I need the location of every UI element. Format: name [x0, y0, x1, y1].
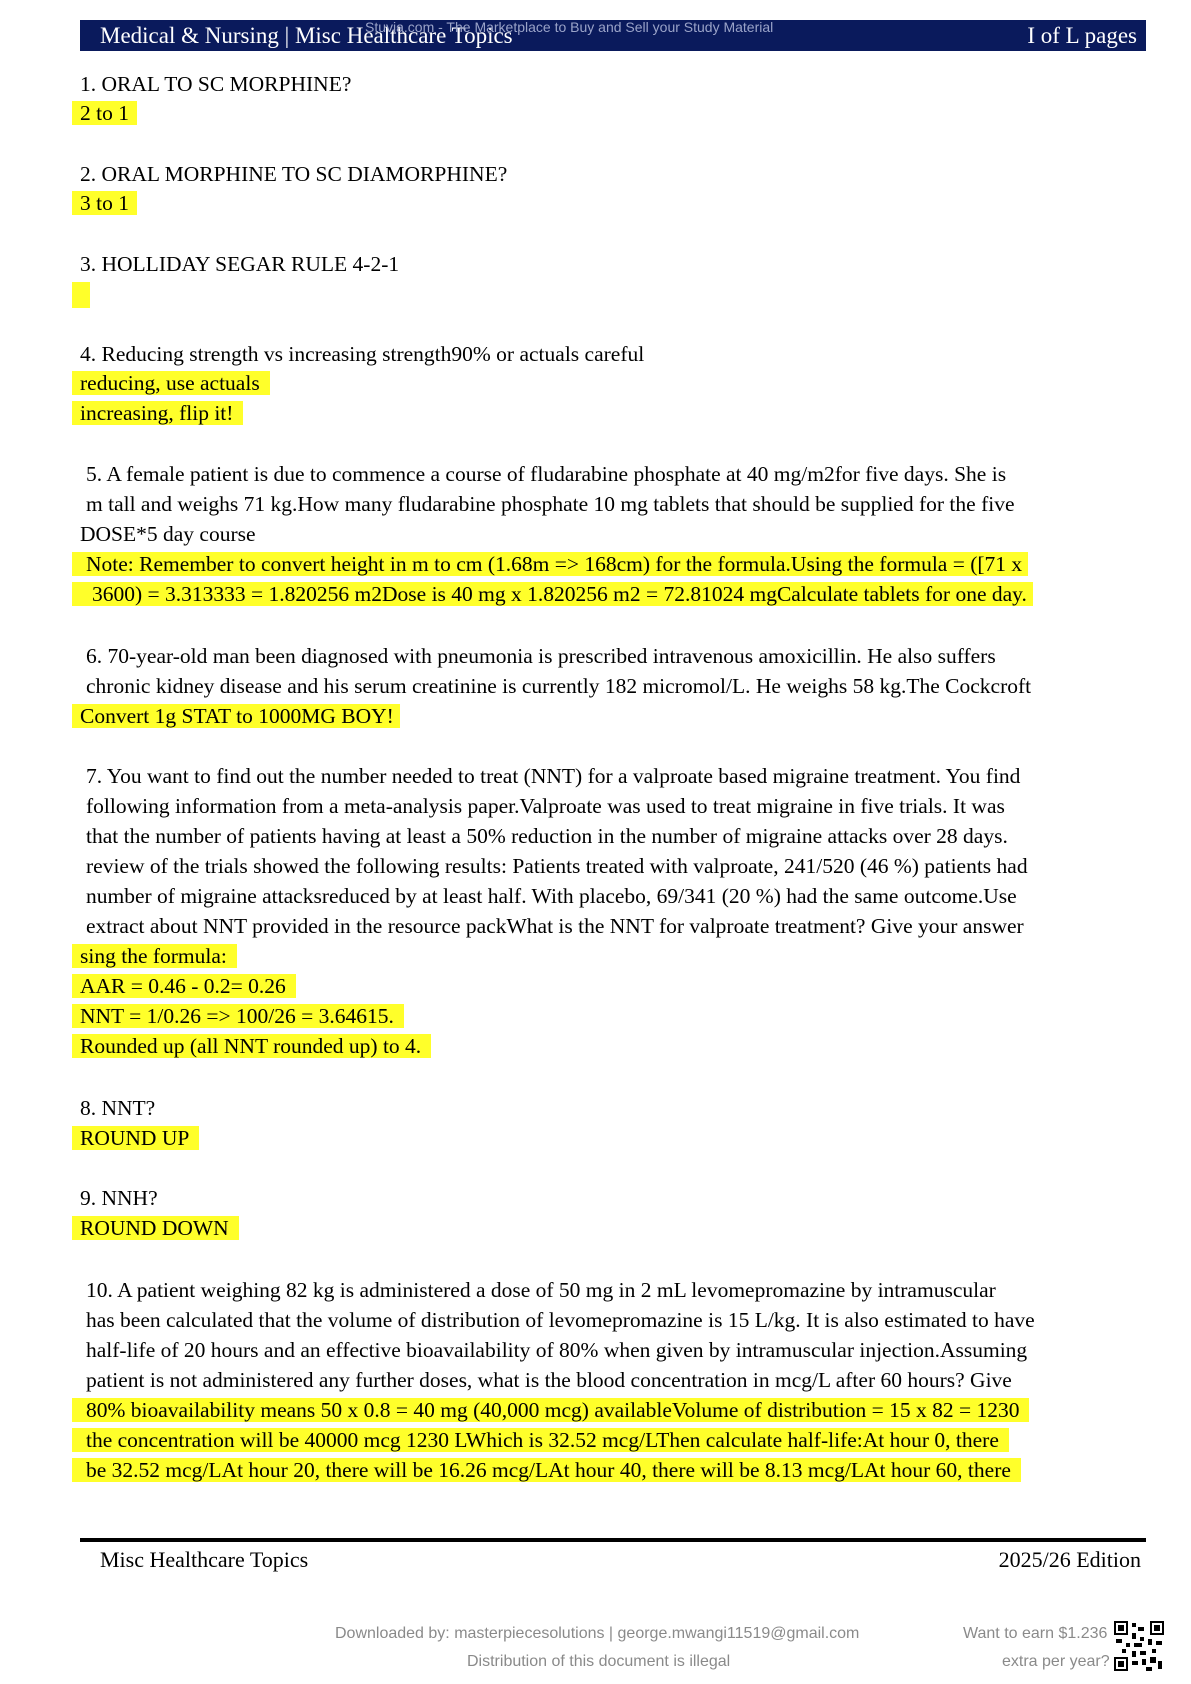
answer-4-text-1: reducing, use actuals: [72, 371, 270, 395]
question-4: 4. Reducing strength vs increasing strength90% or actuals careful: [80, 342, 645, 366]
answer-10-text-3: be 32.52 mcg/LAt hour 20, there will be 16.26 mcg/LAt hour 40, there will be 8.13 mcg/LAt hour 60, there: [72, 1458, 1021, 1482]
question-7-line-3: that the number of patients having at least a 50% reduction in the number of migraine attacks over 28 days.: [86, 824, 1008, 848]
answer-4-line-2: [72, 399, 243, 427]
footer-edition: 2025/26 Edition: [998, 1547, 1141, 1572]
answer-7-text-1: sing the formula:: [72, 944, 237, 968]
answer-7-text-3: NNT = 1/0.26 => 100/26 = 3.64615.: [72, 1004, 404, 1028]
answer-10-line-2: [72, 1426, 1009, 1454]
question-3: 3. HOLLIDAY SEGAR RULE 4-2-1: [80, 252, 400, 276]
answer-4-text-2: increasing, flip it!: [72, 401, 243, 425]
distribution-notice: Distribution of this document is illegal: [467, 1653, 731, 1670]
answer-7-line-4: [72, 1032, 431, 1060]
answer-7-text-4: Rounded up (all NNT rounded up) to 4.: [72, 1034, 431, 1058]
question-7-line-6: extract about NNT provided in the resource packWhat is the NNT for valproate treatment? Give your answer: [86, 914, 1024, 938]
answer-8: [72, 1124, 199, 1152]
question-10-line-1: 10. A patient weighing 82 kg is administered a dose of 50 mg in 2 mL levomepromazine by intramuscular: [86, 1278, 996, 1302]
answer-4-line-1: [72, 369, 270, 397]
qr-code-icon[interactable]: [1114, 1621, 1164, 1671]
question-1: 1. ORAL TO SC MORPHINE?: [80, 72, 352, 96]
question-9: 9. NNH?: [80, 1186, 158, 1210]
downloaded-by-notice: Downloaded by: masterpiecesolutions | george.mwangi11519@gmail.com: [335, 1625, 860, 1642]
watermark: Stuvia.com - The Marketplace to Buy and Sell your Study Material: [365, 19, 774, 35]
earn-link-line-2[interactable]: extra per year?: [1002, 1653, 1110, 1670]
page-title: Medical & Nursing | Misc Healthcare Topics: [100, 23, 513, 48]
answer-5-text-2: 3600) = 3.313333 = 1.820256 m2Dose is 40 mg x 1.820256 m2 = 72.81024 mgCalculate tablets for one day.: [72, 582, 1033, 606]
question-5-line-1: 5. A female patient is due to commence a course of fludarabine phosphate at 40 mg/m2for five days. She is: [86, 462, 1007, 486]
answer-7-text-2: AAR = 0.46 - 0.2= 0.26: [72, 974, 296, 998]
answer-3-empty-highlight: [72, 282, 90, 308]
answer-10-line-1: [72, 1396, 1029, 1424]
question-5-line-2: m tall and weighs 71 kg.How many fludarabine phosphate 10 mg tablets that should be supplied for the five: [86, 492, 1015, 516]
footer-divider: [80, 1538, 1146, 1542]
question-7-line-5: number of migraine attacksreduced by at least half. With placebo, 69/341 (20 %) had the same outcome.Use: [86, 884, 1017, 908]
answer-5-line-2: [72, 580, 1033, 608]
answer-8-text: ROUND UP: [72, 1126, 199, 1150]
answer-9: [72, 1214, 239, 1242]
question-6-line-1: 6. 70-year-old man been diagnosed with pneumonia is prescribed intravenous amoxicillin. He also suffers: [86, 644, 996, 668]
question-5-line-3: DOSE*5 day course: [80, 522, 256, 546]
question-10-line-3: half-life of 20 hours and an effective bioavailability of 80% when given by intramuscular injection.Assuming: [86, 1338, 1028, 1362]
answer-7-line-3: [72, 1002, 404, 1030]
answer-10-line-3: [72, 1456, 1021, 1484]
question-10-line-2: has been calculated that the volume of distribution of levomepromazine is 15 L/kg. It is also estimated to have: [86, 1308, 1035, 1332]
question-10-line-4: patient is not administered any further doses, what is the blood concentration in mcg/L after 60 hours? Give: [86, 1368, 1012, 1392]
question-2: 2. ORAL MORPHINE TO SC DIAMORPHINE?: [80, 162, 508, 186]
question-6-line-2: chronic kidney disease and his serum creatinine is currently 182 micromol/L. He weighs 58 kg.The Cockcroft: [86, 674, 1032, 698]
answer-10-text-2: the concentration will be 40000 mcg 1230 LWhich is 32.52 mcg/LThen calculate half-life:At hour 0, there: [72, 1428, 1009, 1452]
question-7-line-1: 7. You want to find out the number needed to treat (NNT) for a valproate based migraine treatment. You find: [86, 764, 1021, 788]
answer-2-text: 3 to 1: [72, 191, 137, 215]
earn-link-line-1[interactable]: Want to earn $1.236: [963, 1625, 1108, 1642]
answer-5-text-1: Note: Remember to convert height in m to cm (1.68m => 168cm) for the formula.Using the formula = ([71 x: [72, 552, 1028, 576]
question-7-line-2: following information from a meta-analysis paper.Valproate was used to treat migraine in five trials. It was: [86, 794, 1005, 818]
answer-7-line-2: [72, 972, 296, 1000]
question-8: 8. NNT?: [80, 1096, 156, 1120]
answer-9-text: ROUND DOWN: [72, 1216, 239, 1240]
page-count: I of L pages: [1027, 23, 1137, 48]
question-7-line-4: review of the trials showed the following results: Patients treated with valproate, 241/520 (46 %) patients had: [86, 854, 1028, 878]
answer-2: [72, 189, 137, 217]
answer-5-line-1: [72, 550, 1028, 578]
answer-1: [72, 99, 137, 127]
answer-6-text: Convert 1g STAT to 1000MG BOY!: [72, 704, 400, 728]
answer-6: [72, 702, 400, 730]
footer-title: Misc Healthcare Topics: [100, 1547, 309, 1572]
answer-10-text-1: 80% bioavailability means 50 x 0.8 = 40 mg (40,000 mcg) availableVolume of distribution = 15 x 82 = 1230: [72, 1398, 1029, 1422]
answer-7-line-1: [72, 942, 237, 970]
answer-1-text: 2 to 1: [72, 101, 137, 125]
